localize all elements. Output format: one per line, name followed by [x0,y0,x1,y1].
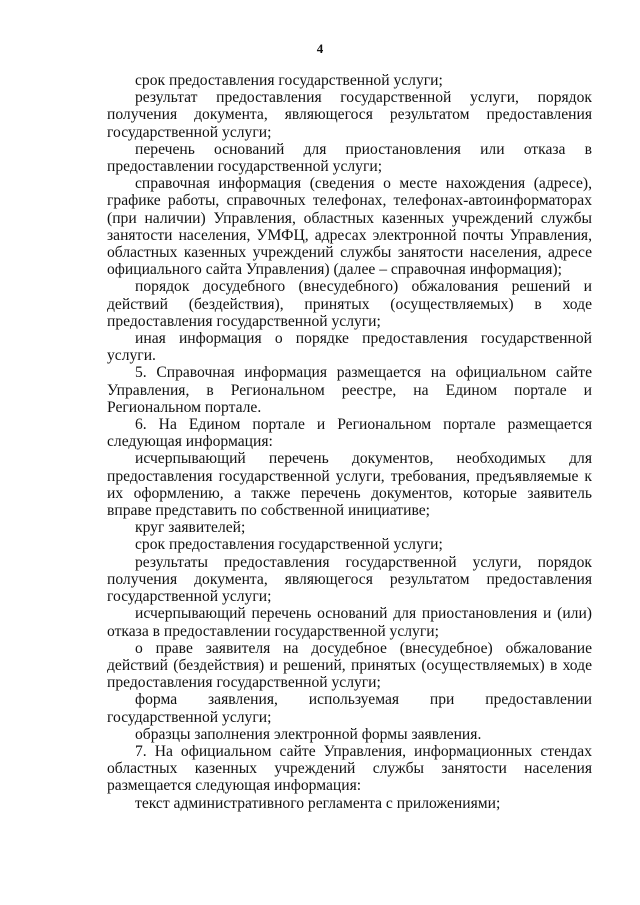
paragraph: результат предоставления государственной услуги, порядок получения документа, являющегося результатом предоставления государственной услуги; [107,89,592,141]
paragraph: исчерпывающий перечень оснований для приостановления и (или) отказа в предоставлении государственной услуги; [107,605,592,640]
paragraph: о праве заявителя на досудебное (внесудебное) обжалование действий (бездействия) и решений, принятых (осуществляемых) в ходе предоставления государственной услуги; [107,639,592,692]
paragraph: 7. На официальном сайте Управления, информационных стендах областных казенных учреждений службы занятости населения размещается следующая информация: [107,742,592,795]
document-body [107,72,592,812]
page-number: 4 [316,41,324,56]
paragraph: исчерпывающий перечень документов, необходимых для предоставления государственной услуги, требования, предъявляемые к их оформлению, а также перечень документов, которые заявитель вправе представить по собственной инициативе; [107,450,592,520]
paragraph: результаты предоставления государственной услуги, порядок получения документа, являющегося результатом предоставления государственной услуги; [107,553,592,606]
paragraph: 6. На Едином портале и Региональном портале размещается следующая информация: [107,416,592,451]
paragraph: справочная информация (сведения о месте нахождения (адресе), графике работы, справочных телефонах, телефонах-автоинформаторах (при наличии) Управления, областных казенных учреждений службы занятости населения, УМФЦ, адресах электронной почты Управления, областных казенных учреждений службы занятости населения, адресе официального сайта Управления) (далее – справочная информация); [107,175,592,279]
paragraph: иная информация о порядке предоставления государственной услуги. [107,330,592,365]
paragraph: срок предоставления государственной услуги; [135,536,443,554]
paragraph: образцы заполнения электронной формы заявления. [135,725,482,743]
paragraph: порядок досудебного (внесудебного) обжалования решений и действий (бездействия), принятых (осуществляемых) в ходе предоставления государственной услуги; [107,278,592,330]
paragraph: форма заявления, используемая при предоставлении государственной услуги; [107,691,592,726]
paragraph: срок предоставления государственной услуги; [135,72,443,89]
paragraph: круг заявителей; [135,519,246,537]
paragraph: перечень оснований для приостановления или отказа в предоставлении государственной услуги; [107,140,592,176]
paragraph: 5. Справочная информация размещается на официальном сайте Управления, в Региональном реестре, на Едином портале и Региональном портале. [107,364,592,416]
paragraph: текст административного регламента с приложениями; [135,794,501,812]
